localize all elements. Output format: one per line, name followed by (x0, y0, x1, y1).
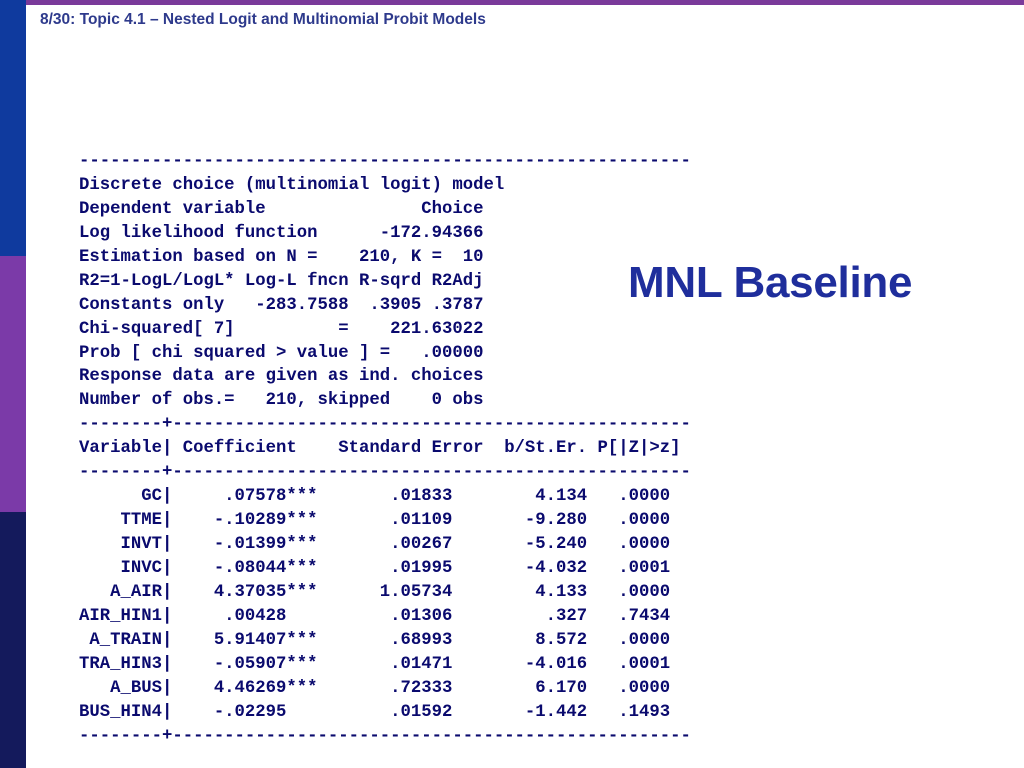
output-line: --------+-------------------------------------------------- (79, 415, 691, 435)
side-bar-segment-blue (0, 0, 26, 256)
output-line: --------+-------------------------------------------------- (79, 726, 691, 746)
top-accent-bar (0, 0, 1024, 5)
side-bar-segment-navy (0, 512, 26, 768)
output-line: Variable| Coefficient Standard Error b/St.Er. P[|Z|>z] (79, 439, 681, 459)
output-line: --------+-------------------------------------------------- (79, 463, 691, 483)
output-line: Estimation based on N = 210, K = 10 (79, 247, 484, 267)
side-bar-segment-purple (0, 256, 26, 512)
slide-heading: MNL Baseline (628, 258, 913, 307)
output-line: TRA_HIN3| -.05907*** .01471 -4.016 .0001 (79, 654, 671, 674)
output-line: INVT| -.01399*** .00267 -5.240 .0000 (79, 535, 671, 554)
output-line: TTME| -.10289*** .01109 -9.280 .0000 (79, 511, 671, 531)
output-line: Constants only -283.7588 .3905 .3787 (79, 295, 484, 315)
output-line: Prob [ chi squared > value ] = .00000 (79, 343, 484, 363)
output-line: ----------------------------------------------------------- (79, 152, 691, 171)
output-line: A_TRAIN| 5.91407*** .68993 8.572 .0000 (79, 630, 671, 650)
output-line: AIR_HIN1| .00428 .01306 .327 .7434 (79, 606, 671, 626)
slide-header-title: 8/30: Topic 4.1 – Nested Logit and Multinomial Probit Models (40, 11, 486, 28)
regression-output (79, 150, 691, 748)
output-line: Chi-squared[ 7] = 221.63022 (79, 319, 484, 339)
output-line: Number of obs.= 210, skipped 0 obs (79, 391, 484, 411)
output-line: GC| .07578*** .01833 4.134 .0000 (79, 487, 671, 507)
output-line: Response data are given as ind. choices (79, 367, 484, 387)
side-accent-bar (0, 0, 26, 768)
output-line: INVC| -.08044*** .01995 -4.032 .0001 (79, 558, 671, 578)
output-line: BUS_HIN4| -.02295 .01592 -1.442 .1493 (79, 702, 671, 722)
output-line: A_BUS| 4.46269*** .72333 6.170 .0000 (79, 678, 671, 698)
output-line: Dependent variable Choice (79, 199, 484, 219)
output-line: Discrete choice (multinomial logit) model (79, 175, 505, 195)
output-line: Log likelihood function -172.94366 (79, 223, 484, 243)
output-line: A_AIR| 4.37035*** 1.05734 4.133 .0000 (79, 582, 671, 602)
output-line: R2=1-LogL/LogL* Log-L fncn R-sqrd R2Adj (79, 271, 484, 291)
